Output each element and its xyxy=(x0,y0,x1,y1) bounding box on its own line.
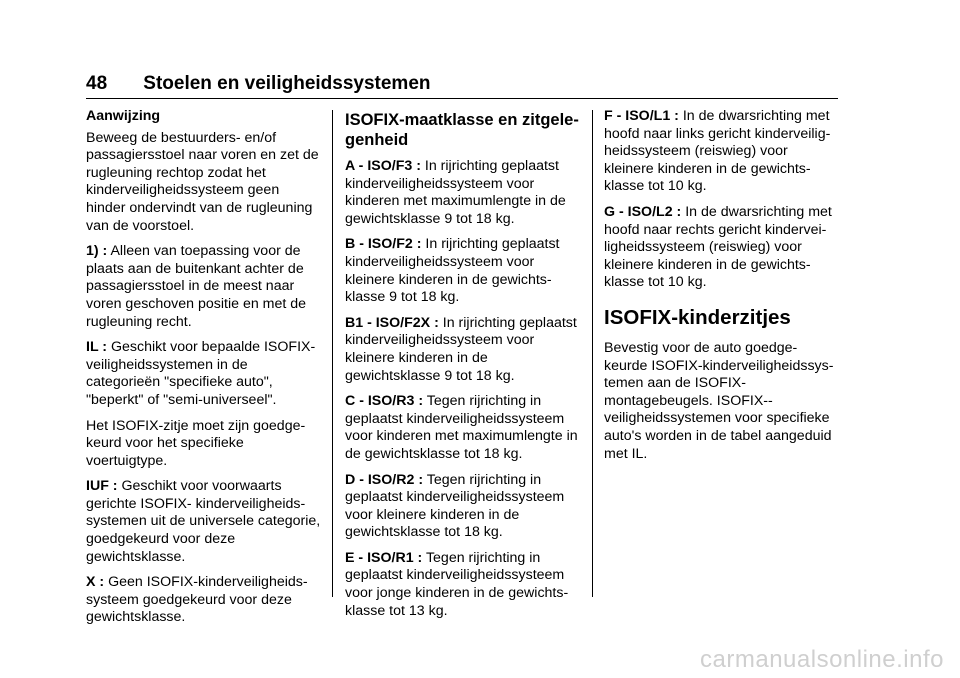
definition-item xyxy=(604,204,840,292)
definition-term: B - ISO/F2 : xyxy=(345,236,422,253)
column-2 xyxy=(345,108,581,628)
column-divider xyxy=(592,110,593,597)
note-text: Beweeg de bestuurders- en/of passagiersstoel naar voren en zet de rugleuning rechtop zodat het kinderveiligheidssysteem geen hinder ondervindt van de rugleuning van de voorstoel. xyxy=(86,129,319,234)
definition-term: IL : xyxy=(86,339,108,356)
definition-term: B1 - ISO/F2X : xyxy=(345,314,439,331)
definition-text: Tegen rijrichting in geplaatst kinderveiligheidssysteem voor kleinere kinderen in de gewichtsklasse tot 18 kg. xyxy=(345,471,565,541)
definition-item xyxy=(345,236,581,306)
column-1 xyxy=(86,108,322,635)
definition-item xyxy=(86,243,322,331)
definition-item xyxy=(345,550,581,620)
section-heading: ISOFIX-maatklasse en zitgele-genheid xyxy=(345,111,579,149)
definition-text: Tegen rijrichting in geplaatst kinderveiligheidssysteem voor kinderen met maximumlengte in de gewichtsklasse tot 18 kg. xyxy=(345,393,578,462)
definition-term: X : xyxy=(86,574,105,591)
definition-item xyxy=(86,478,322,566)
column-3 xyxy=(604,108,840,471)
chapter-title: Stoelen en veiligheidssystemen xyxy=(143,73,431,94)
definition-text: In rijrichting geplaatst kinderveiligheidssysteem voor kleinere kinderen in de gewichts-klasse 9 tot 18 kg. xyxy=(345,236,560,306)
definition-text: In rijrichting geplaatst kinderveiligheidssysteem voor kleinere kinderen in de gewichtsklasse 9 tot 18 kg. xyxy=(345,314,577,384)
definition-term: C - ISO/R3 : xyxy=(345,393,424,410)
definition-item xyxy=(604,108,840,196)
definition-text: Tegen rijrichting in geplaatst kinderveiligheidssysteem voor jonge kinderen in de gewichts-klasse tot 13 kg. xyxy=(345,549,569,619)
definition-item xyxy=(345,158,581,228)
definition-term: A - ISO/F3 : xyxy=(345,158,421,174)
header-divider xyxy=(86,98,838,99)
definition-term: D - ISO/R2 : xyxy=(345,471,424,488)
definition-text: In rijrichting geplaatst kinderveiligheidssysteem voor kinderen met maximumlengte in de gewichtsklasse 9 tot 18 kg. xyxy=(345,158,566,227)
watermark: carmanualsonline.info xyxy=(700,646,944,673)
definition-text: In de dwarsrichting met hoofd naar links gericht kinderveilig-heidssysteem (reiswieg) voor kleinere kinderen in de gewichts-klasse tot 10 kg. xyxy=(604,108,831,195)
definition-item xyxy=(345,472,581,542)
definition-text: Geschikt voor voorwaarts gerichte ISOFIX- kinderveiligheids-systemen uit de universele categorie, goedgekeurd voor deze gewichtsklasse. xyxy=(86,478,321,565)
definition-item xyxy=(345,315,581,385)
page-number: 48 xyxy=(86,73,108,94)
definition-term: IUF : xyxy=(86,478,118,495)
definition-term: 1) : xyxy=(86,243,108,260)
section-heading-large: ISOFIX-kinderzitjes xyxy=(604,305,791,329)
definition-item xyxy=(86,574,322,627)
definition-text: Alleen van toepassing voor de plaats aan de buitenkant achter de passagiersstoel in de meest naar voren geschoven positie en met de rugleuning recht. xyxy=(86,243,307,330)
definition-item xyxy=(345,393,581,463)
column-divider xyxy=(332,110,333,597)
definition-text: In de dwarsrichting met hoofd naar rechts gericht kindervei-ligheidssysteem (reiswieg) voor kleinere kinderen in de gewichts-klasse tot 10 kg. xyxy=(604,203,832,291)
note-title: Aanwijzing xyxy=(86,108,161,124)
definition-term: E - ISO/R1 : xyxy=(345,549,423,566)
isofix-paragraph: Bevestig voor de auto goedge-keurde ISOFIX-kinderveiligheidssys-temen aan de ISOFIX-montagebeugels. ISOFIX--veiligheidssystemen voor specifieke auto's worden in de tabel aangeduid met IL. xyxy=(604,339,834,462)
page-header xyxy=(86,68,838,100)
definition-item xyxy=(86,339,322,409)
definition-term: F - ISO/L1 : xyxy=(604,108,679,124)
definition-term: G - ISO/L2 : xyxy=(604,203,682,220)
definition-text: Geschikt voor bepaalde ISOFIX-veiligheidssystemen in de categorieën "specifieke auto", "beperkt" of "semi-universeel". xyxy=(86,339,316,408)
definition-text: Geen ISOFIX-kinderveiligheids-systeem goedgekeurd voor deze gewichtsklasse. xyxy=(86,574,308,626)
isofix-approval-paragraph: Het ISOFIX-zitje moet zijn goedge-keurd voor het specifieke voertuigtype. xyxy=(86,417,306,469)
